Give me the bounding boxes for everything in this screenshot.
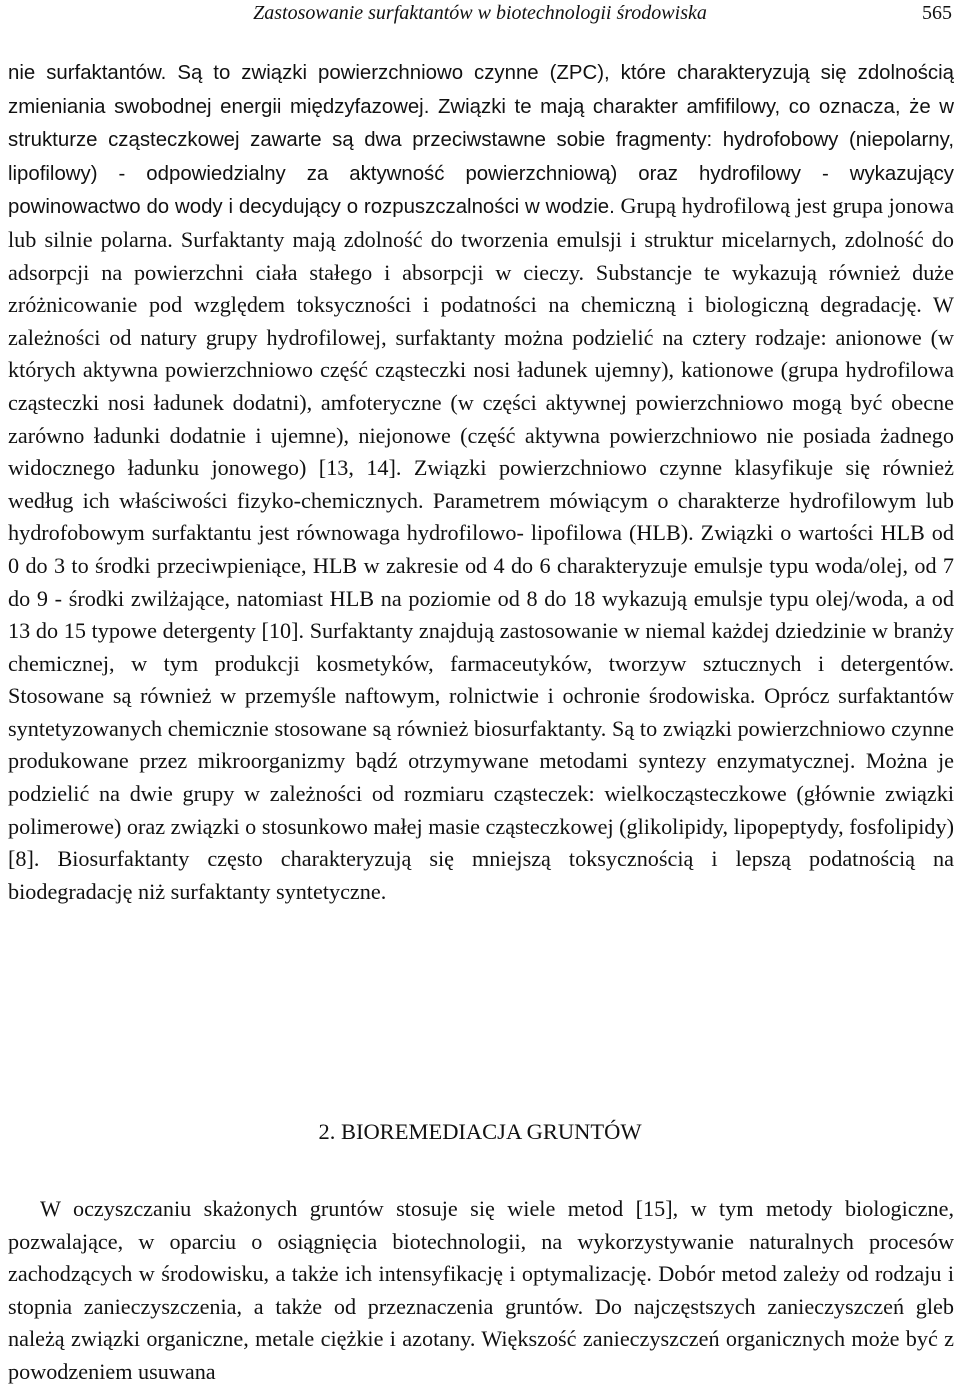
paragraph-surfactants bbox=[8, 56, 954, 908]
running-header-title: Zastosowanie surfaktantów w biotechnologii środowiska bbox=[253, 2, 707, 24]
paragraph-surfactants-serif-part: Grupą hydrofilową jest grupa jonowa lub silnie polarna. Surfaktanty mają zdolność do tworzenia emulsji i struktur micelarnych, zdolność do adsorpcji na powierzchni ciała stałego i absorpcji w cieczy. Substancje te wykazują również duże zróżnicowanie pod względem toksyczności i podatności na chemiczną i biologiczną degradację. W zależności od natury grupy hydrofilowej, surfaktanty można podzielić na cztery rodzaje: anionowe (w których aktywna powierzchniowo część cząsteczki nosi ładunek ujemny), kationowe (grupa hydrofilowa cząsteczki nosi ładunek dodatni), amfoteryczne (w części aktywnej powierzchniowo mogą być obecne zarówno ładunki dodatnie i ujemne), niejonowe (część aktywna powierzchniowo nie posiada żadnego widocznego ładunku jonowego) [13, 14]. Związki powierzchniowo czynne klasyfikuje się również według ich właściwości fizyko-chemicznych. Parametrem mówiącym o charakterze hydrofilowym lub hydrofobowym surfaktantu jest równowaga hydrofilowo- lipofilowa (HLB). Związki o wartości HLB od 0 do 3 to środki przeciwpieniące, HLB w zakresie od 4 do 6 charakteryzuje emulsje typu woda/olej, od 7 do 9 - środki zwilżające, natomiast HLB na poziomie od 8 do 18 wykazują emulsje typu olej/woda, a od 13 do 15 typowe detergenty [10]. Surfaktanty znajdują zastosowanie w niemal każdej dziedzinie w branży chemicznej, w tym produkcji kosmetyków, farmaceutyków, tworzyw sztucznych i detergentów. Stosowane są również w przemyśle naftowym, rolnictwie i ochronie środowiska. Oprócz surfaktantów syntetyzowanych chemicznie stosowane są również biosurfaktanty. Są to związki powierzchniowo czynne produkowane przez mikroorganizmy bądź otrzymywane metodami syntezy enzymatycznej. Można je podzielić na dwie grupy w zależności od rozmiaru cząsteczek: wielkocząsteczkowe (głównie związki polimerowe) oraz związki o stosunkowo małej masie cząsteczkowej (glikolipidy, lipopeptydy, fosfolipidy) [8]. Biosurfaktanty często charakteryzują się mniejszą toksycznością i lepszą podatnością na biodegradację niż surfaktanty syntetyczne. bbox=[8, 193, 955, 904]
paragraph-bioremediation: W oczyszczaniu skażonych gruntów stosuje się wiele metod [15], w tym metody biologiczne, pozwalające, w oparciu o osiągnięcia biotechnologii, na wykorzystywanie naturalnych procesów zachodzących w środowisku, a także ich intensyfikację i optymalizację. Dobór metod zależy od rodzaju i stopnia zanieczyszczenia, a także od przeznaczenia gruntów. Do najczęstszych zanieczyszczeń gleb należą związki organiczne, metale ciężkie i azotany. Większość zanieczyszczeń organicznych może być z powodzeniem usuwana bbox=[8, 1196, 954, 1384]
paragraph-surfactants-sans-part: nie surfaktantów. Są to związki powierzchniowo czynne (ZPC), które charakteryzują się zdolnością zmieniania swobodnej energii międzyfazowej. Związki te mają charakter amfifilowy, co oznacza, że w strukturze cząsteczkowej zawarte są dwa przeciwstawne sobie fragmenty: hydrofobowy (niepolarny, lipofilowy) - odpowiedzialny za aktywność powierzchniową) oraz hydrofilowy - wykazujący powinowactwo do wody i decydujący o rozpuszczalności w wodzie. bbox=[8, 62, 954, 219]
section-heading: 2. BIOREMEDIACJA GRUNTÓW bbox=[318, 1119, 642, 1144]
running-header bbox=[8, 0, 952, 28]
page-number: 565 bbox=[922, 2, 952, 24]
